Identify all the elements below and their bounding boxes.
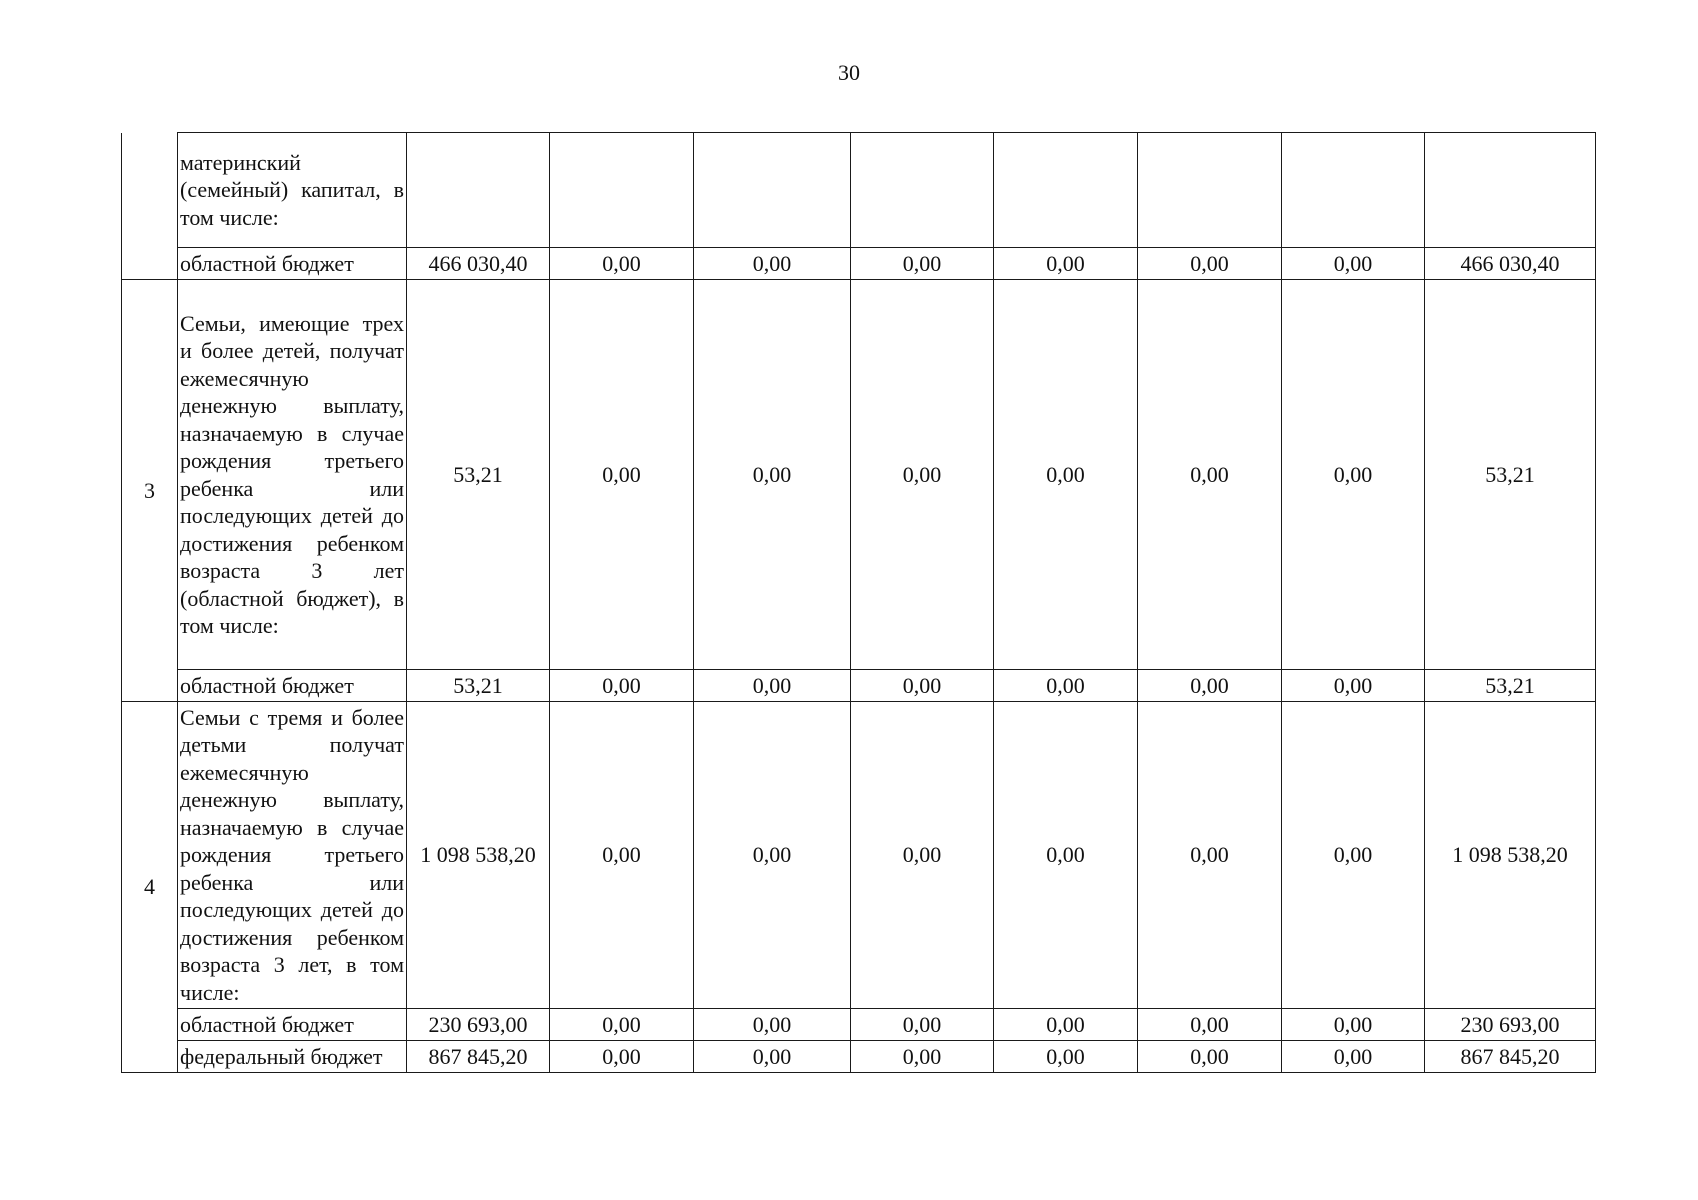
value-cell: 0,00 [1282, 1009, 1425, 1041]
value-cell: 0,00 [550, 670, 694, 702]
row-description: Семьи с тремя и более детьми получат ежемесячную денежную выплату, назначаемую в случае рождения третьего ребенка или последующих детей до достижения ребенком возраста 3 лет, в том числе: [178, 702, 407, 1009]
value-cell: 0,00 [994, 1041, 1138, 1073]
source-label: федеральный бюджет [178, 1041, 407, 1073]
value-cell: 0,00 [851, 1041, 994, 1073]
value-cell [550, 133, 694, 248]
table-row-source [122, 1041, 1596, 1073]
value-cell: 0,00 [694, 1041, 851, 1073]
value-cell: 53,21 [407, 670, 550, 702]
value-cell: 1 098 538,20 [1425, 702, 1596, 1009]
row-description: материнский (семейный) капитал, в том числе: [178, 133, 407, 248]
value-cell [694, 133, 851, 248]
value-cell: 0,00 [1138, 670, 1282, 702]
value-cell: 0,00 [694, 248, 851, 280]
row-number [122, 133, 178, 280]
value-cell: 867 845,20 [1425, 1041, 1596, 1073]
value-cell: 0,00 [550, 702, 694, 1009]
value-cell: 0,00 [851, 702, 994, 1009]
value-cell: 0,00 [1282, 280, 1425, 670]
budget-table [121, 132, 1596, 1073]
value-cell: 53,21 [1425, 280, 1596, 670]
value-cell: 867 845,20 [407, 1041, 550, 1073]
value-cell: 53,21 [407, 280, 550, 670]
value-cell: 466 030,40 [407, 248, 550, 280]
value-cell: 1 098 538,20 [407, 702, 550, 1009]
value-cell: 0,00 [851, 670, 994, 702]
value-cell [1425, 133, 1596, 248]
value-cell: 0,00 [1282, 248, 1425, 280]
page-number: 30 [838, 60, 860, 85]
table-row [122, 702, 1596, 1009]
value-cell [851, 133, 994, 248]
value-cell: 0,00 [694, 670, 851, 702]
value-cell: 0,00 [1138, 702, 1282, 1009]
value-cell: 0,00 [994, 280, 1138, 670]
value-cell: 230 693,00 [1425, 1009, 1596, 1041]
row-description: Семьи, имеющие трех и более детей, получат ежемесячную денежную выплату, назначаемую в случае рождения третьего ребенка или последующих детей до достижения ребенком возраста 3 лет (областной бюджет), в том числе: [178, 280, 407, 670]
value-cell: 0,00 [994, 248, 1138, 280]
value-cell: 0,00 [994, 1009, 1138, 1041]
value-cell: 0,00 [1282, 670, 1425, 702]
value-cell: 0,00 [851, 280, 994, 670]
value-cell [407, 133, 550, 248]
value-cell [994, 133, 1138, 248]
source-label: областной бюджет [178, 1009, 407, 1041]
value-cell: 466 030,40 [1425, 248, 1596, 280]
source-label: областной бюджет [178, 670, 407, 702]
value-cell: 0,00 [851, 1009, 994, 1041]
value-cell: 0,00 [1138, 280, 1282, 670]
value-cell: 0,00 [1282, 702, 1425, 1009]
table-row-source [122, 248, 1596, 280]
value-cell: 0,00 [994, 702, 1138, 1009]
value-cell: 0,00 [994, 670, 1138, 702]
value-cell: 0,00 [1138, 1009, 1282, 1041]
value-cell: 0,00 [550, 1041, 694, 1073]
value-cell [1138, 133, 1282, 248]
value-cell: 53,21 [1425, 670, 1596, 702]
value-cell: 0,00 [550, 1009, 694, 1041]
value-cell: 230 693,00 [407, 1009, 550, 1041]
value-cell: 0,00 [694, 280, 851, 670]
value-cell: 0,00 [1138, 248, 1282, 280]
value-cell: 0,00 [1282, 1041, 1425, 1073]
table-row [122, 280, 1596, 670]
value-cell: 0,00 [694, 1009, 851, 1041]
row-number: 4 [122, 702, 178, 1073]
value-cell: 0,00 [550, 248, 694, 280]
value-cell [1282, 133, 1425, 248]
source-label: областной бюджет [178, 248, 407, 280]
value-cell: 0,00 [851, 248, 994, 280]
table-row-source [122, 670, 1596, 702]
value-cell: 0,00 [694, 702, 851, 1009]
value-cell: 0,00 [550, 280, 694, 670]
row-number: 3 [122, 280, 178, 702]
value-cell: 0,00 [1138, 1041, 1282, 1073]
table-row [122, 133, 1596, 248]
table-row-source [122, 1009, 1596, 1041]
